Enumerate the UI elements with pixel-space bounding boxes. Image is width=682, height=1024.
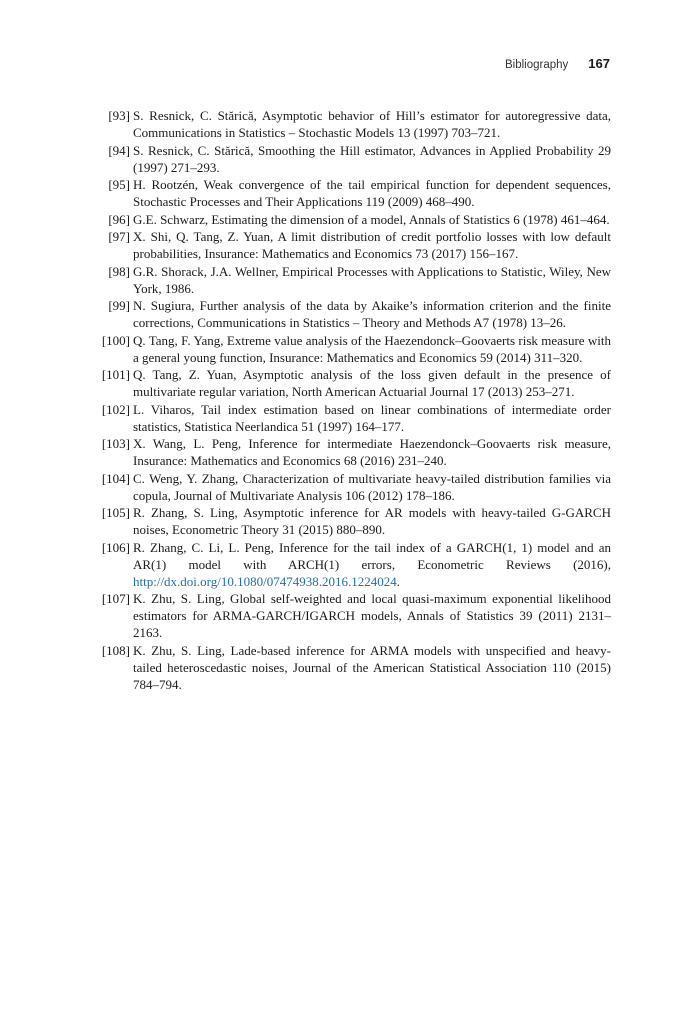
running-title: Bibliography <box>505 59 569 71</box>
bib-entry <box>99 504 611 538</box>
bib-text: X. Shi, Q. Tang, Z. Yuan, A limit distribution of credit portfolio losses with low default probabilities, Insurance: Mathematics and Economics 73 (2017) 156–167. <box>133 229 611 261</box>
bib-label: [93] <box>108 108 130 123</box>
bib-entry <box>99 590 611 641</box>
bib-text <box>133 539 611 590</box>
bib-entry <box>99 401 611 435</box>
bib-text-main: R. Zhang, C. Li, L. Peng, Inference for the tail index of a GARCH(1, 1) model and an AR(1) model with ARCH(1) errors, Econometric Reviews (2016), <box>133 539 611 572</box>
bib-label: [100] <box>101 332 130 348</box>
bib-text: G.R. Shorack, J.A. Wellner, Empirical Processes with Applications to Statistic, Wiley, New York, 1986. <box>133 263 611 296</box>
bib-entry <box>99 642 611 693</box>
bib-text: Q. Tang, Z. Yuan, Asymptotic analysis of the loss given default in the presence of multivariate regular variation, North American Actuarial Journal 17 (2013) 253–271. <box>133 367 611 399</box>
bib-entry <box>99 366 611 400</box>
bib-entry <box>99 176 611 210</box>
bib-entry <box>99 539 611 590</box>
bib-label: [95] <box>108 177 130 192</box>
bib-label: [101] <box>101 367 130 382</box>
running-header <box>505 56 610 71</box>
bib-text: S. Resnick, C. Stărică, Asymptotic behavior of Hill’s estimator for autoregressive data, Communications in Statistics – Stochastic Models 13 (1997) 703–721. <box>133 108 611 140</box>
bib-label: [106] <box>101 539 130 555</box>
bib-label: [107] <box>101 591 130 606</box>
bib-entry <box>99 107 611 141</box>
bib-label: [99] <box>108 298 130 313</box>
bib-text: C. Weng, Y. Zhang, Characterization of multivariate heavy-tailed distribution families via copula, Journal of Multivariate Analysis 106 (2012) 178–186. <box>133 470 611 503</box>
bib-label: [105] <box>101 505 130 520</box>
bib-text: X. Wang, L. Peng, Inference for intermediate Haezendonck–Goovaerts risk measure, Insurance: Mathematics and Economics 68 (2016) 231–240. <box>133 436 611 468</box>
bib-text: S. Resnick, C. Stărică, Smoothing the Hill estimator, Advances in Applied Probability 29 (1997) 271–293. <box>133 142 611 175</box>
bib-label: [97] <box>108 229 130 244</box>
bib-label: [98] <box>108 263 130 279</box>
bib-entry <box>99 470 611 504</box>
bib-text: H. Rootzén, Weak convergence of the tail empirical function for dependent sequences, Stochastic Processes and Their Applications 119 (2009) 468–490. <box>133 177 611 209</box>
bib-label: [104] <box>101 470 130 486</box>
bib-label: [96] <box>108 211 130 227</box>
bib-label: [94] <box>108 142 130 158</box>
doi-link[interactable]: http://dx.doi.org/10.1080/07474938.2016.1224024 <box>133 573 397 589</box>
bib-text: N. Sugiura, Further analysis of the data by Akaike’s information criterion and the finite corrections, Communications in Statistics – Theory and Methods A7 (1978) 13–26. <box>133 298 611 330</box>
bib-entry <box>99 228 611 262</box>
bib-text: G.E. Schwarz, Estimating the dimension of a model, Annals of Statistics 6 (1978) 461–464. <box>133 211 610 227</box>
bib-text-tail: . <box>396 573 400 589</box>
page-number: 167 <box>588 56 610 71</box>
bib-text: K. Zhu, S. Ling, Lade-based inference for ARMA models with unspecified and heavy-tailed heteroscedastic noises, Journal of the American Statistical Association 110 (2015) 784–794. <box>133 642 611 692</box>
bib-entry <box>99 211 611 228</box>
bib-entry <box>99 435 611 469</box>
bib-text: R. Zhang, S. Ling, Asymptotic inference for AR models with heavy-tailed G-GARCH noises, Econometric Theory 31 (2015) 880–890. <box>133 505 611 537</box>
bib-text: Q. Tang, F. Yang, Extreme value analysis of the Haezendonck–Goovaerts risk measure with a general young function, Insurance: Mathematics and Economics 59 (2014) 311–320. <box>133 332 611 365</box>
bib-entry <box>99 297 611 331</box>
bib-label: [102] <box>101 401 130 417</box>
bib-entry <box>99 263 611 297</box>
bib-entry <box>99 142 611 176</box>
bib-label: [103] <box>101 436 130 451</box>
bib-text: L. Viharos, Tail index estimation based on linear combinations of intermediate order statistics, Statistica Neerlandica 51 (1997) 164–177. <box>133 401 611 434</box>
bib-entry <box>99 332 611 366</box>
bibliography-list <box>99 107 611 693</box>
bib-label: [108] <box>101 642 130 658</box>
bib-text: K. Zhu, S. Ling, Global self-weighted and local quasi-maximum exponential likelihood estimators for ARMA-GARCH/IGARCH models, Annals of Statistics 39 (2011) 2131–2163. <box>133 591 611 640</box>
